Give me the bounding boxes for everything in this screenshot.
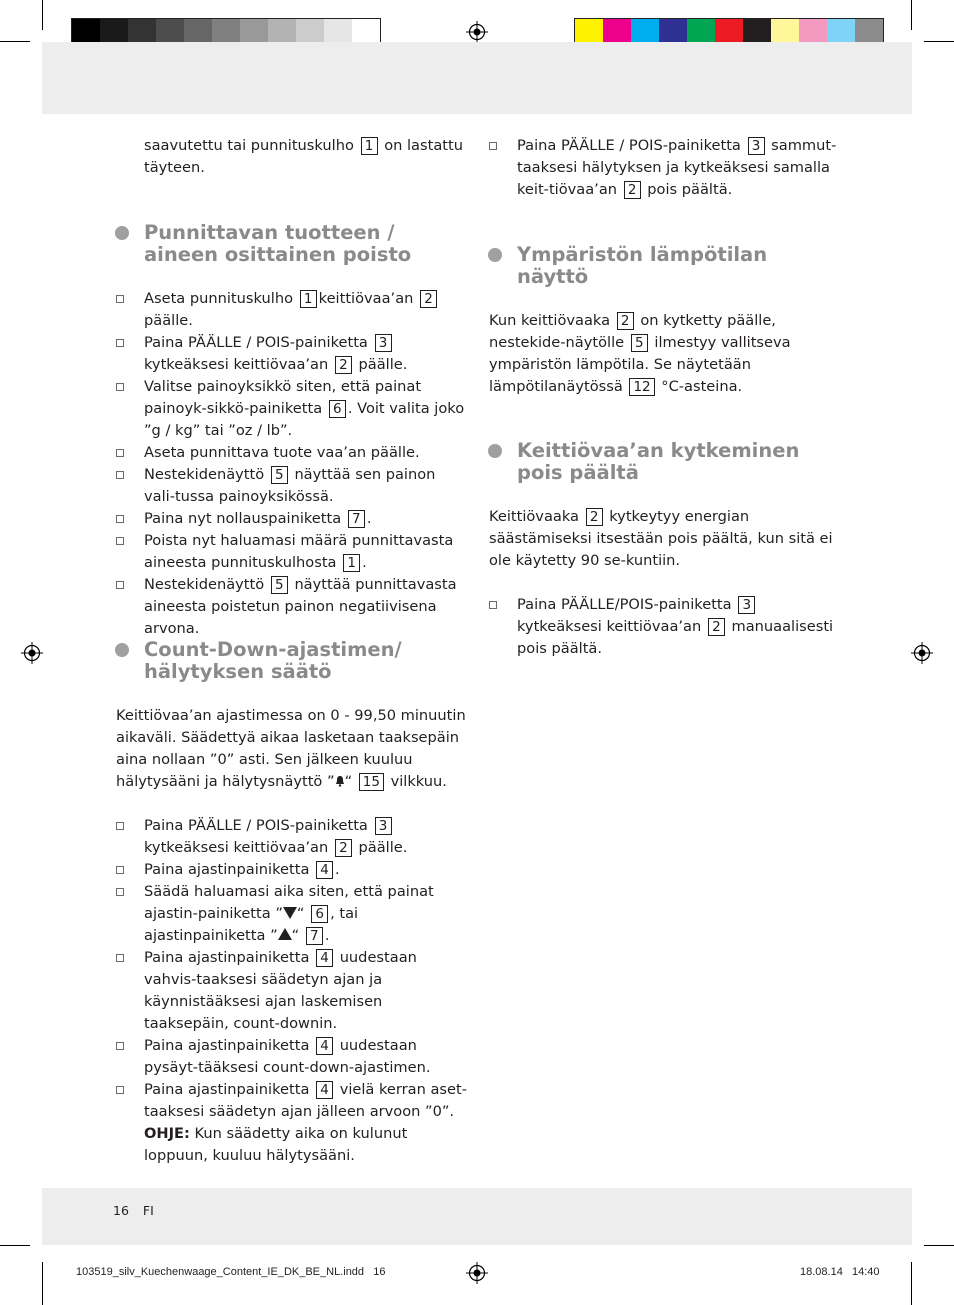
crop-mark	[42, 1262, 43, 1305]
list-item: Säädä haluamasi aika siten, että painat ajastin-painiketta ” “ 6 , tai ajastinpainiketta ” “ 7 .	[144, 881, 469, 947]
page-number: 16	[113, 1203, 129, 1218]
list-item: Paina ajastinpainiketta 4 uudestaan vahvis-taaksesi säädetyn ajan ja käynnistääksesi ajan laskemisen taaksepäin, count-downin.	[144, 947, 469, 1035]
step-list	[517, 594, 841, 660]
part-number: 12	[629, 378, 654, 396]
registration-mark-icon	[21, 642, 43, 664]
paragraph: Keittiövaa’an ajastimessa on 0 - 99,50 minuutin aikaväli. Säädettyä aikaa lasketaan taaksepäin aina nollaan ”0” asti. Sen jälkeen kuuluu hälytysääni ja hälytysnäyttö ” “ 15 vilkkuu.	[116, 707, 466, 790]
list-item: Paina nyt nollauspainiketta 7 .	[144, 508, 469, 530]
language-code: FI	[142, 1203, 154, 1218]
part-number: 6	[329, 400, 346, 418]
part-number: 5	[271, 466, 288, 484]
list-item: Aseta punnittava tuote vaa’an päälle.	[144, 442, 469, 464]
checkbox-bullet-icon	[116, 866, 124, 874]
registration-mark-icon	[466, 1262, 488, 1284]
list-item: Paina ajastinpainiketta 4 .	[144, 859, 469, 881]
slug-timestamp: 18.08.14 14:40	[800, 1266, 880, 1278]
part-number: 3	[738, 596, 755, 614]
alarm-bell-icon	[335, 775, 345, 787]
checkbox-bullet-icon	[116, 449, 124, 457]
list-item: Aseta punnituskulho 1 keittiövaa’an 2 päälle.	[144, 288, 469, 332]
list-item: Paina PÄÄLLE / POIS-painiketta 3 kytkeäksesi keittiövaa’an 2 päälle.	[144, 815, 469, 859]
list-item: Paina ajastinpainiketta 4 uudestaan pysäyt-tääksesi count-down-ajastimen.	[144, 1035, 469, 1079]
bullet-dot-icon	[115, 643, 129, 657]
registration-mark-icon	[466, 21, 488, 43]
part-number: 7	[348, 510, 365, 528]
checkbox-bullet-icon	[116, 471, 124, 479]
part-number: 4	[316, 1037, 333, 1055]
step-list	[144, 815, 469, 1167]
text: saavutettu tai punnituskulho	[144, 137, 354, 154]
page-footer	[113, 1203, 154, 1218]
arrow-up-icon	[278, 928, 292, 940]
part-number: 2	[624, 181, 641, 199]
part-number: 1	[300, 290, 317, 308]
part-number: 3	[375, 334, 392, 352]
section-heading: Punnittavan tuotteen / aineen osittainen poisto	[144, 222, 469, 266]
text: on lastattu täyteen.	[144, 137, 463, 176]
part-number: 2	[708, 618, 725, 636]
left-column-lower	[116, 639, 469, 1167]
crop-mark	[911, 1262, 912, 1305]
part-number: 7	[306, 927, 323, 945]
part-number: 6	[311, 905, 328, 923]
checkbox-bullet-icon	[116, 822, 124, 830]
part-number: 2	[617, 312, 634, 330]
checkbox-bullet-icon	[116, 537, 124, 545]
header-band	[42, 42, 912, 114]
slug-filename: 103519_silv_Kuechenwaage_Content_IE_DK_BE_NL.indd 16	[76, 1266, 386, 1278]
checkbox-bullet-icon	[116, 295, 124, 303]
part-number: 4	[316, 1081, 333, 1099]
part-number: 15	[359, 773, 384, 791]
paragraph: Keittiövaaka 2 kytkeytyy energian säästämiseksi itsestään pois päältä, kun sitä ei ole käytetty 90 se-kuntiin.	[489, 508, 833, 569]
list-item: Nestekidenäyttö 5 näyttää sen painon vali-tussa painoyksikössä.	[144, 464, 469, 508]
right-column	[489, 135, 841, 660]
bullet-dot-icon	[488, 248, 502, 262]
part-number: 3	[748, 137, 765, 155]
crop-mark	[924, 41, 954, 42]
part-number: 2	[335, 356, 352, 374]
list-item: Paina PÄÄLLE/POIS-painiketta 3 kytkeäksesi keittiövaa’an 2 manuaalisesti pois päältä.	[517, 594, 841, 660]
crop-mark	[0, 1245, 30, 1246]
bullet-dot-icon	[488, 444, 502, 458]
checkbox-bullet-icon	[116, 1086, 124, 1094]
bullet-dot-icon	[115, 226, 129, 240]
crop-mark	[911, 0, 912, 30]
list-item: Paina PÄÄLLE / POIS-painiketta 3 sammut-taaksesi hälytyksen ja kytkeäksesi samalla keit-tiövaa’an 2 pois päältä.	[517, 135, 841, 201]
arrow-down-icon	[283, 907, 297, 919]
part-number: 3	[375, 817, 392, 835]
part-number: 4	[316, 861, 333, 879]
checkbox-bullet-icon	[116, 954, 124, 962]
checkbox-bullet-icon	[489, 601, 497, 609]
note-label: OHJE:	[144, 1125, 190, 1142]
section-heading: Count-Down-ajastimen/ hälytyksen säätö	[144, 639, 469, 683]
registration-mark-icon	[911, 642, 933, 664]
list-item: Paina ajastinpainiketta 4 vielä kerran aset-taaksesi säädetyn ajan jälleen arvoon ”0”. OHJE: Kun säädetty aika on kulunut loppuun, kuuluu hälytysääni.	[144, 1079, 469, 1167]
step-list	[517, 135, 841, 201]
part-number: 5	[631, 334, 648, 352]
part-number: 1	[343, 554, 360, 572]
checkbox-bullet-icon	[116, 888, 124, 896]
list-item: Nestekidenäyttö 5 näyttää punnittavasta aineesta poistetun painon negatiivisena arvona.	[144, 574, 469, 640]
checkbox-bullet-icon	[116, 339, 124, 347]
checkbox-bullet-icon	[489, 142, 497, 150]
crop-mark	[42, 0, 43, 30]
part-number: 5	[271, 576, 288, 594]
intro-paragraph	[144, 135, 469, 179]
checkbox-bullet-icon	[116, 515, 124, 523]
step-list	[144, 288, 469, 640]
checkbox-bullet-icon	[116, 581, 124, 589]
list-item: Poista nyt haluamasi määrä punnittavasta aineesta punnituskulhosta 1 .	[144, 530, 469, 574]
part-number: 2	[335, 839, 352, 857]
checkbox-bullet-icon	[116, 383, 124, 391]
paragraph: Kun keittiövaaka 2 on kytketty päälle, nestekide-näytölle 5 ilmestyy vallitseva ympäristön lämpötila. Se näytetään lämpötilanäytössä 12 °C-asteina.	[489, 312, 791, 395]
list-item: Valitse painoyksikkö siten, että painat painoyk-sikkö-painiketta 6 . Voit valita joko ”g / kg” tai ”oz / lb”.	[144, 376, 469, 442]
section-heading: Keittiövaa’an kytkeminen pois päältä	[517, 440, 841, 484]
footer-band	[42, 1188, 912, 1245]
list-item: Paina PÄÄLLE / POIS-painiketta 3 kytkeäksesi keittiövaa’an 2 päälle.	[144, 332, 469, 376]
crop-mark	[0, 41, 30, 42]
crop-mark	[924, 1245, 954, 1246]
part-number: 1	[361, 137, 378, 155]
section-heading: Ympäristön lämpötilan näyttö	[517, 244, 841, 288]
part-number: 2	[586, 508, 603, 526]
part-number: 2	[420, 290, 437, 308]
checkbox-bullet-icon	[116, 1042, 124, 1050]
part-number: 4	[316, 949, 333, 967]
left-column	[144, 135, 469, 640]
